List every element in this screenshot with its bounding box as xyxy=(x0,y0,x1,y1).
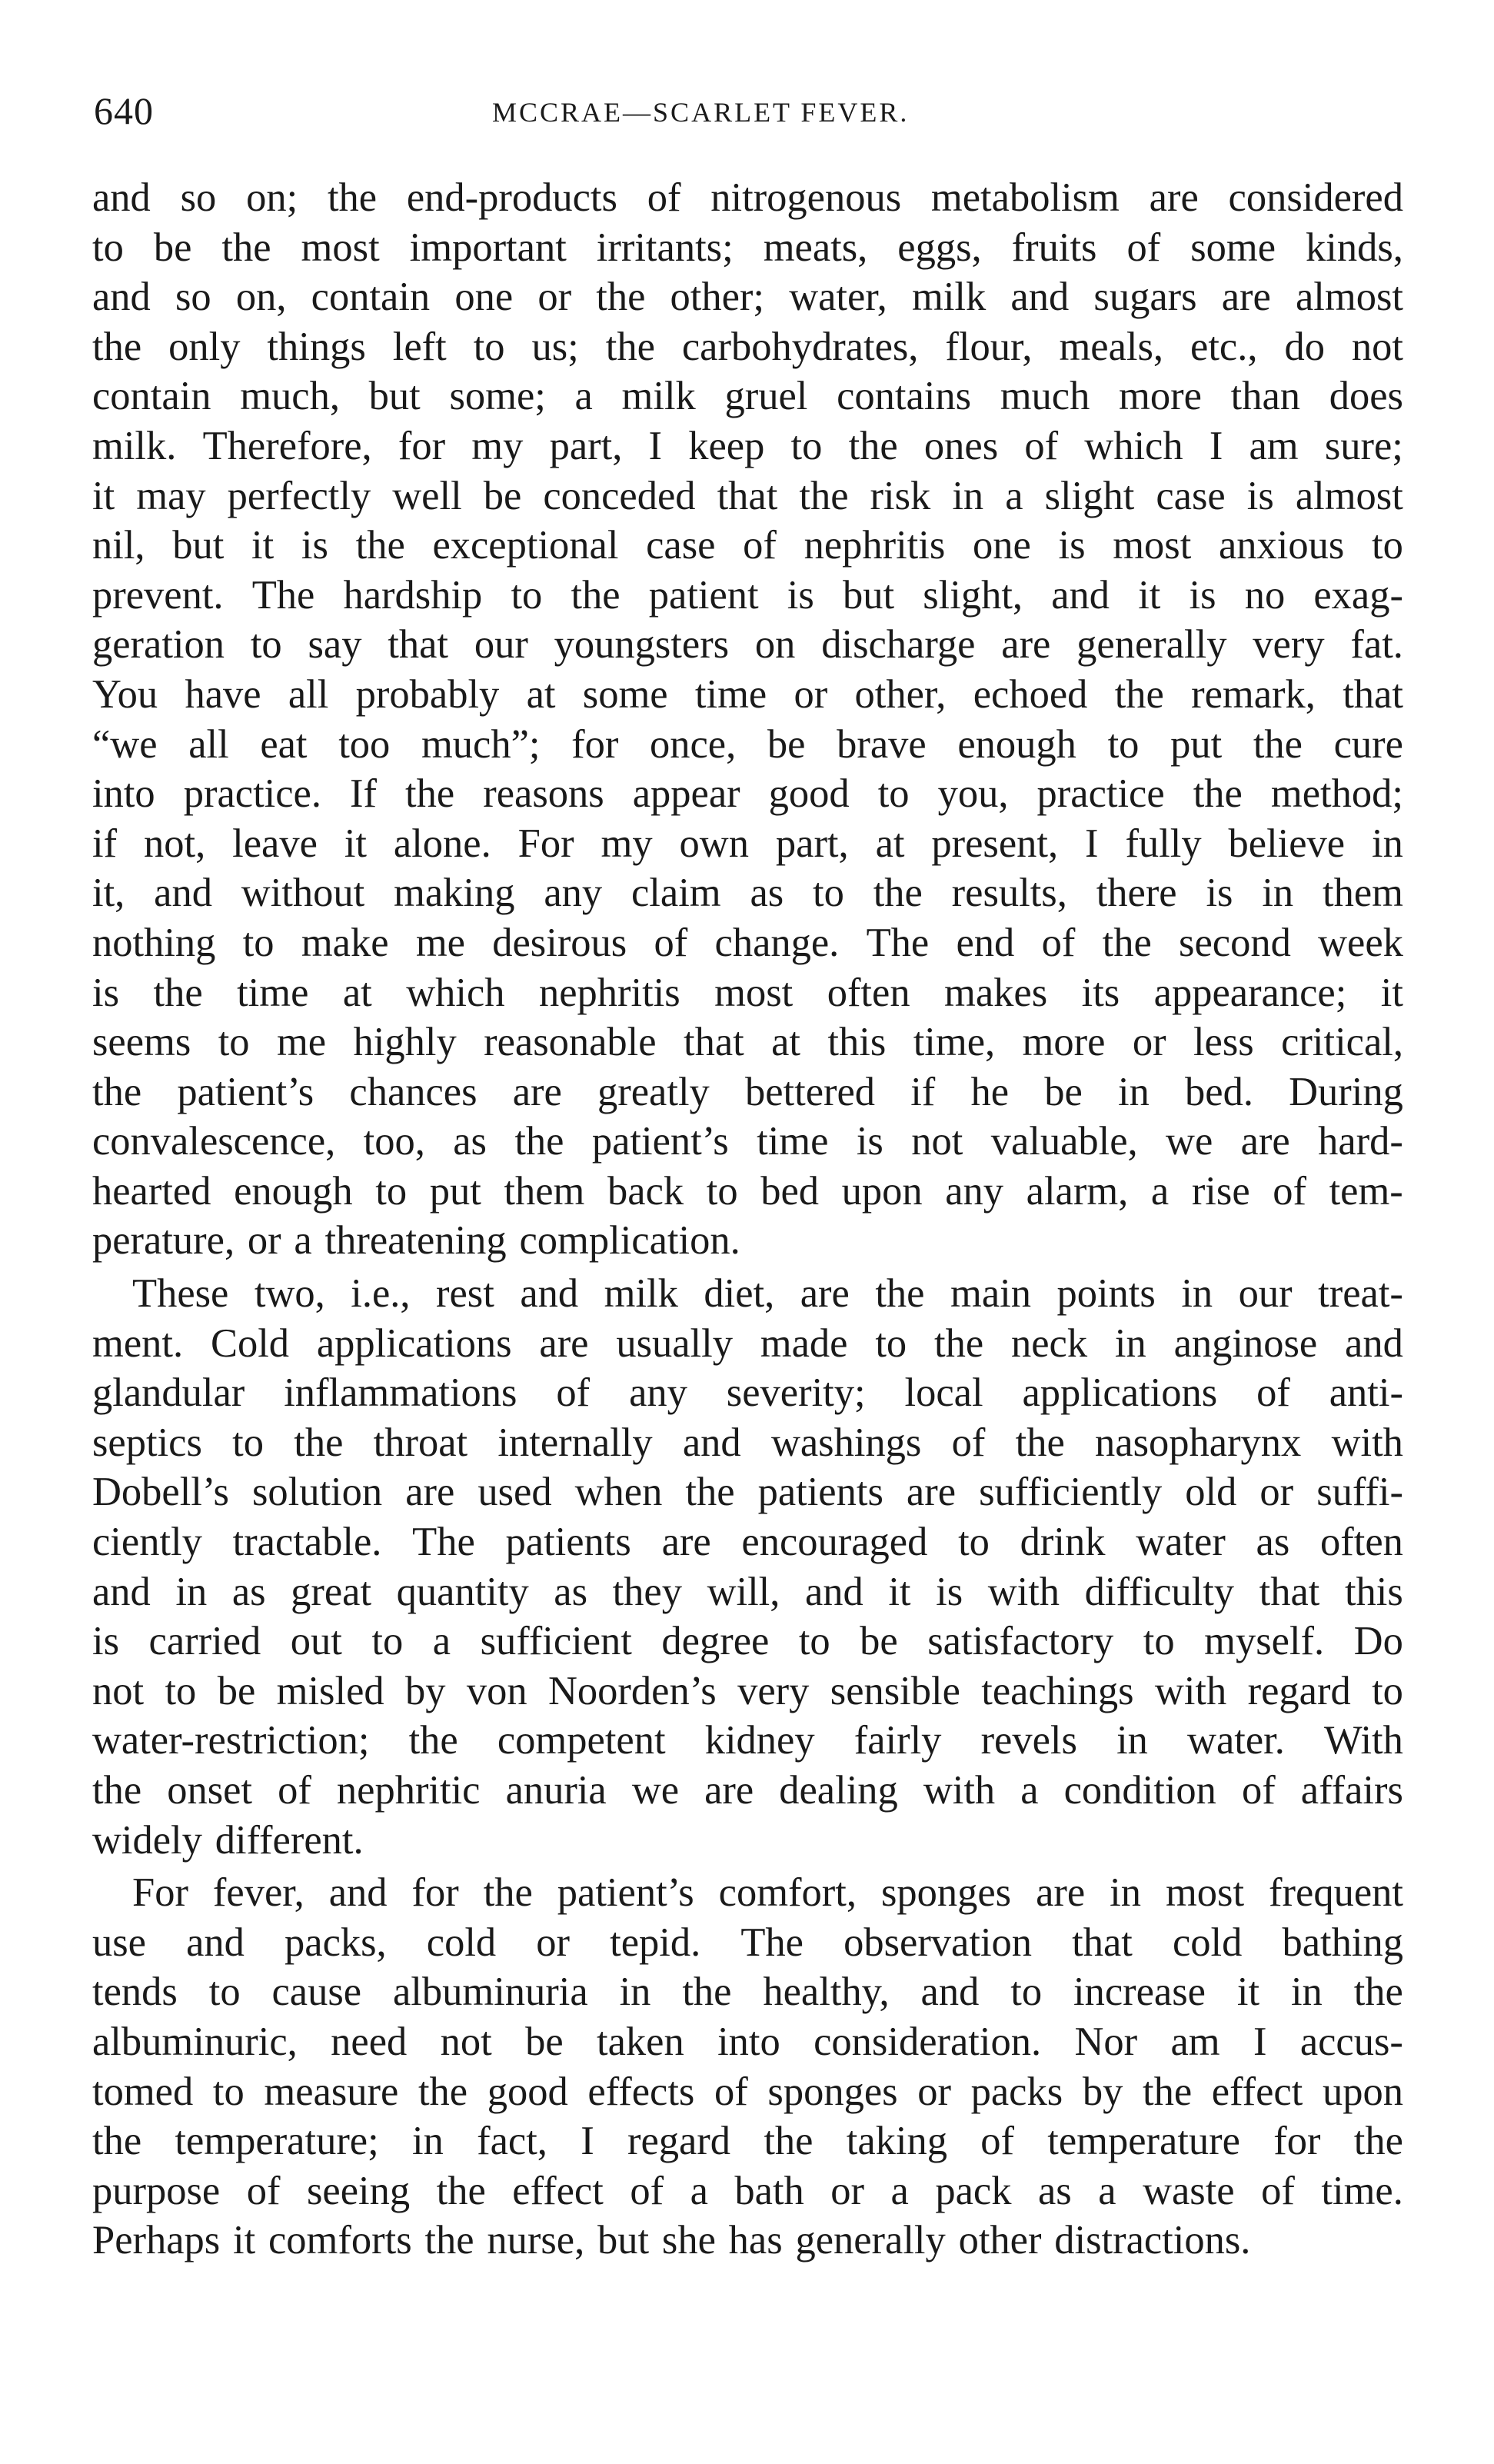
body-text xyxy=(92,173,1403,2266)
text-line: seems to me highly reasonable that at this time, more or less critical, xyxy=(92,1020,1403,1065)
text-line: These two, i.e., rest and milk diet, are the main points in our treat- xyxy=(132,1271,1403,1317)
text-line: it may perfectly well be conceded that the risk in a slight case is almost xyxy=(92,473,1403,518)
text-line: milk. Therefore, for my part, I keep to the ones of which I am sure; xyxy=(92,423,1403,468)
text-line: For fever, and for the patient’s comfort, sponges are in most frequent xyxy=(132,1870,1403,1916)
page-header xyxy=(92,88,1403,150)
text-line: use and packs, cold or tepid. The observation that cold bathing xyxy=(92,1920,1403,1965)
text-line: the temperature; in fact, I regard the taking of temperature for the xyxy=(92,2119,1403,2164)
text-line: prevent. The hardship to the patient is but slight, and it is no exag- xyxy=(92,572,1403,618)
text-line: the only things left to us; the carbohydrates, flour, meals, etc., do not xyxy=(92,324,1403,369)
text-line: and so on; the end-products of nitrogenous metabolism are considered xyxy=(92,175,1403,220)
text-line: tomed to measure the good effects of sponges or packs by the effect upon xyxy=(92,2069,1403,2114)
paragraph xyxy=(92,1868,1403,2266)
text-line: tends to cause albuminuria in the healthy, and to increase it in the xyxy=(92,1970,1403,2015)
book-page xyxy=(92,88,1403,2266)
text-line: hearted enough to put them back to bed upon any alarm, a rise of tem- xyxy=(92,1168,1403,1214)
paragraph xyxy=(92,173,1403,1266)
text-line: not to be misled by von Noorden’s very sensible teachings with regard to xyxy=(92,1668,1403,1713)
page-number: 640 xyxy=(94,89,154,132)
text-line: to be the most important irritants; meats, eggs, fruits of some kinds, xyxy=(92,225,1403,270)
text-line: if not, leave it alone. For my own part, at present, I fully believe in xyxy=(92,821,1403,866)
text-line: convalescence, too, as the patient’s time is not valuable, we are hard- xyxy=(92,1119,1403,1164)
text-line: it, and without making any claim as to the results, there is in them xyxy=(92,871,1403,916)
text-line: and in as great quantity as they will, and it is with difficulty that this xyxy=(92,1569,1403,1614)
text-line: water-restriction; the competent kidney fairly revels in water. With xyxy=(92,1718,1403,1763)
text-line: nothing to make me desirous of change. The end of the second week xyxy=(92,920,1403,965)
text-line: ment. Cold applications are usually made to the neck in anginose and xyxy=(92,1320,1403,1366)
text-line: purpose of seeing the effect of a bath or a pack as a waste of time. xyxy=(92,2168,1403,2213)
text-line: widely different. xyxy=(92,1817,364,1863)
text-line: the onset of nephritic anuria we are dealing with a condition of affairs xyxy=(92,1768,1403,1813)
text-line: is carried out to a sufficient degree to be satisfactory to myself. Do xyxy=(92,1619,1403,1664)
paragraph xyxy=(92,1269,1403,1865)
text-line: nil, but it is the exceptional case of nephritis one is most anxious to xyxy=(92,523,1403,568)
text-line: “we all eat too much”; for once, be brave enough to put the cure xyxy=(92,721,1403,767)
text-line: Perhaps it comforts the nurse, but she has generally other distractions. xyxy=(92,2218,1251,2263)
text-line: septics to the throat internally and washings of the nasopharynx with xyxy=(92,1420,1403,1465)
text-line: ciently tractable. The patients are encouraged to drink water as often xyxy=(92,1520,1403,1565)
text-line: the patient’s chances are greatly bettered if he be in bed. During xyxy=(92,1069,1403,1114)
text-line: is the time at which nephritis most often makes its appearance; it xyxy=(92,970,1403,1015)
running-title: MCCRAE—SCARLET FEVER. xyxy=(492,97,910,128)
text-line: into practice. If the reasons appear good to you, practice the method; xyxy=(92,771,1403,817)
text-line: geration to say that our youngsters on discharge are generally very fat. xyxy=(92,622,1403,668)
text-line: albuminuric, need not be taken into consideration. Nor am I accus- xyxy=(92,2019,1403,2064)
text-line: contain much, but some; a milk gruel contains much more than does xyxy=(92,374,1403,419)
text-line: and so on, contain one or the other; water, milk and sugars are almost xyxy=(92,275,1403,320)
text-line: Dobell’s solution are used when the patients are sufficiently old or suffi- xyxy=(92,1470,1403,1515)
text-line: You have all probably at some time or other, echoed the remark, that xyxy=(92,671,1403,717)
text-line: glandular inflammations of any severity; local applications of anti- xyxy=(92,1370,1403,1416)
text-line: perature, or a threatening complication. xyxy=(92,1218,740,1264)
